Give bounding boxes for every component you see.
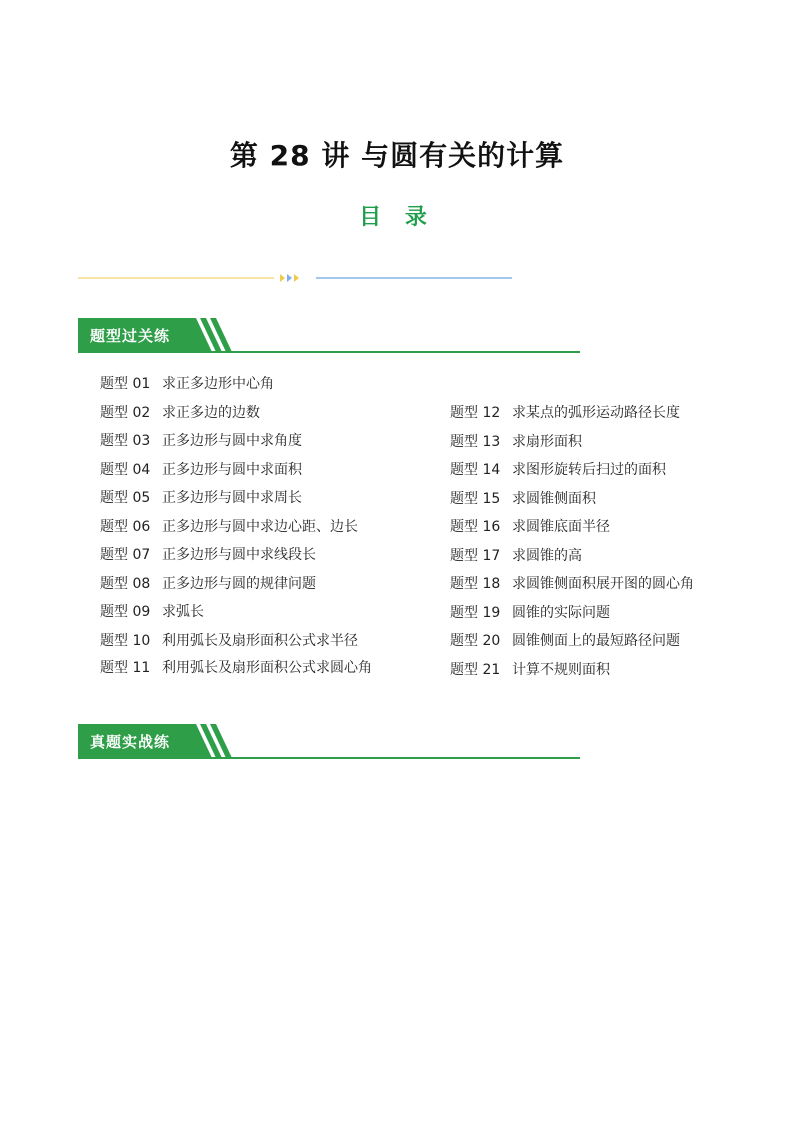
arrow-icon [280,274,285,282]
toc-item[interactable] [100,431,302,451]
toc-code: 题型 17 [450,547,501,564]
toc-text: 求弧长 [162,604,204,620]
toc-code: 题型 01 [100,376,151,392]
toc-code: 题型 04 [100,461,151,478]
toc-text: 求正多边形中心角 [162,376,274,392]
toc-text: 利用弧长及扇形面积公式求圆心角 [162,660,372,676]
toc-code: 题型 20 [450,633,501,649]
page-title: 第 28 讲 与圆有关的计算 [229,139,565,172]
toc-code: 题型 10 [100,632,151,649]
toc-item[interactable] [100,517,358,537]
toc-text: 利用弧长及扇形面积公式求半径 [162,632,358,649]
toc-text: 求某点的弧形运动路径长度 [512,405,680,421]
toc-code: 题型 07 [100,547,151,563]
section-label: 题型过关练 [90,327,171,345]
toc-text: 正多边形与圆中求面积 [162,461,302,478]
arrow-icon [294,274,299,282]
toc-item[interactable] [100,488,302,508]
toc-code: 题型 16 [450,519,501,535]
section-header-real-exam [78,724,580,760]
toc-text: 求圆锥侧面积展开图的圆心角 [512,576,694,592]
toc-text: 求正多边的边数 [162,404,260,421]
toc-text: 正多边形与圆中求边心距、边长 [162,518,358,535]
toc-text: 正多边形与圆中求角度 [162,433,302,449]
toc-code: 题型 08 [100,575,151,592]
toc-item[interactable] [450,574,694,594]
toc-text: 圆锥的实际问题 [512,604,610,621]
toc-item[interactable] [450,631,680,651]
toc-item[interactable] [100,374,274,394]
toc-text: 求圆锥的高 [512,547,582,564]
toc-text: 圆锥侧面上的最短路径问题 [512,633,680,649]
toc-item[interactable] [100,545,316,565]
toc-item[interactable] [450,660,610,680]
toc-code: 题型 11 [100,660,151,676]
toc-text: 求圆锥底面半径 [512,519,610,535]
toc-item[interactable] [450,489,596,509]
toc-text: 正多边形与圆中求周长 [162,490,302,506]
toc-item[interactable] [450,546,582,566]
toc-code: 题型 19 [450,604,501,621]
toc-code: 题型 14 [450,462,501,478]
toc-heading: 目 录 [359,205,435,230]
toc-text: 正多边形与圆的规律问题 [162,575,316,592]
toc-code: 题型 03 [100,433,151,449]
toc-code: 题型 06 [100,518,151,535]
toc-item[interactable] [100,631,358,651]
toc-code: 题型 02 [100,404,151,421]
toc-item[interactable] [450,432,582,452]
section-header-practice [78,318,580,354]
toc-item[interactable] [100,403,260,423]
toc-code: 题型 09 [100,604,151,620]
toc-item[interactable] [100,460,302,480]
toc-item[interactable] [100,602,204,622]
toc-item[interactable] [100,654,380,683]
toc-code: 题型 18 [450,576,501,592]
toc-item[interactable] [450,403,680,423]
toc-text: 求圆锥侧面积 [512,490,596,507]
toc-code: 题型 13 [450,433,501,450]
toc-text: 正多边形与圆中求线段长 [162,547,316,563]
section-label: 真题实战练 [90,733,171,751]
section-rule [78,351,580,353]
toc-item[interactable] [450,460,666,480]
toc-code: 题型 05 [100,490,151,506]
toc-code: 题型 21 [450,661,501,678]
arrow-icon [287,274,292,282]
toc-text: 求扇形面积 [512,433,582,450]
decorative-divider [78,270,518,286]
toc-item[interactable] [100,574,316,594]
toc-code: 题型 15 [450,490,501,507]
toc-text: 求图形旋转后扫过的面积 [512,462,666,478]
toc-item[interactable] [450,603,610,623]
toc-code: 题型 12 [450,405,501,421]
toc-item[interactable] [450,517,610,537]
toc-text: 计算不规则面积 [512,661,610,678]
section-rule [78,757,580,759]
